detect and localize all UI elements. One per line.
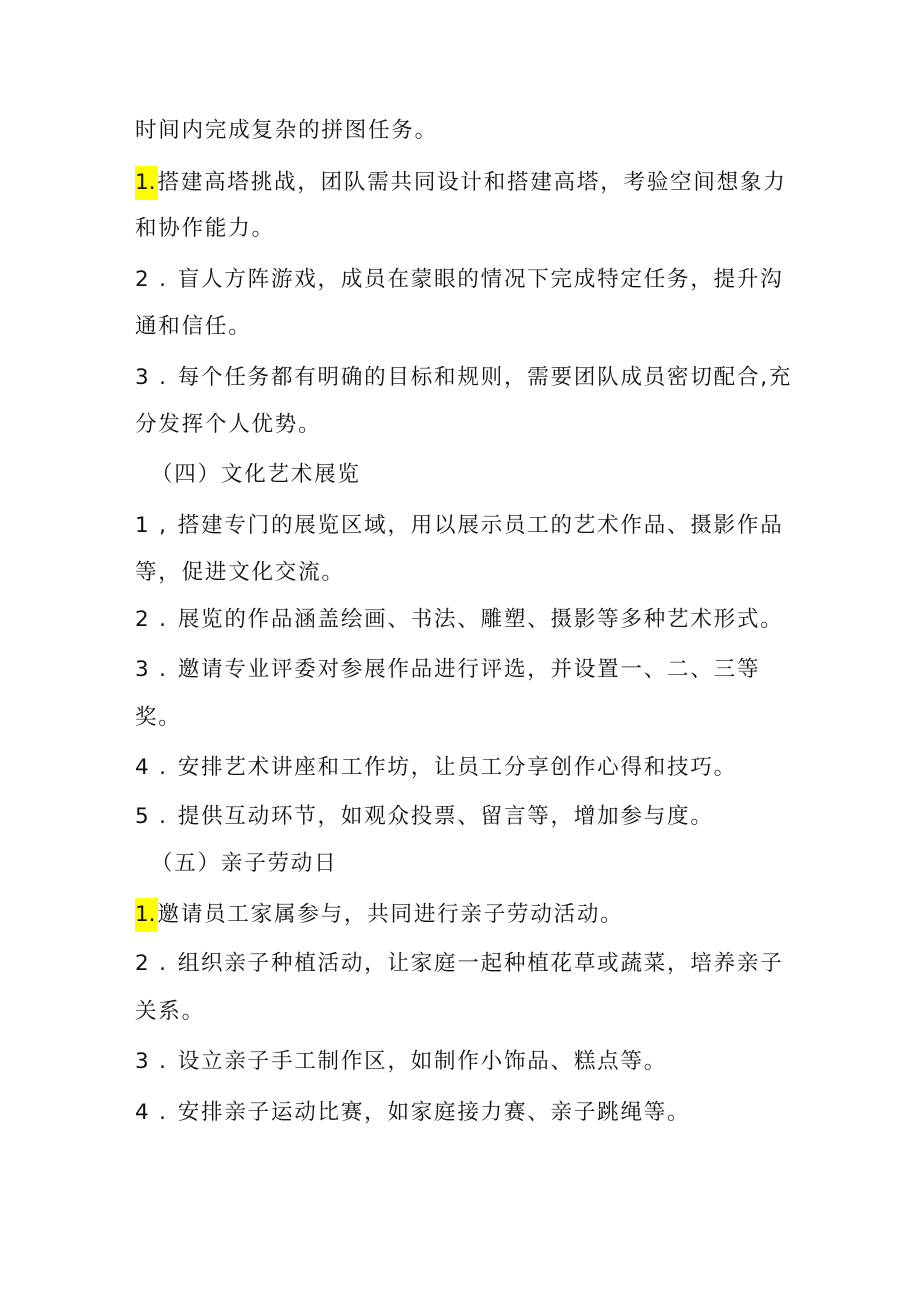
text-line — [135, 114, 438, 148]
line-text: 组织亲子种植活动，让家庭一起种植花草或蔬菜，培养亲子 — [177, 951, 784, 976]
list-item — [135, 947, 784, 981]
list-number-highlighted: 1. — [135, 898, 158, 932]
list-item — [135, 1045, 667, 1079]
line-text: 搭建高塔挑战，团队需共同设计和搭建高塔，考验空间想象力 — [157, 170, 787, 195]
line-text: 奖。 — [135, 705, 182, 730]
list-item — [135, 1096, 690, 1130]
line-text: 邀请专业评委对参展作品进行评选，并设置一、二、三等 — [177, 657, 761, 682]
list-item — [135, 898, 624, 932]
line-text: 分发挥个人优势。 — [135, 412, 322, 437]
text-line — [135, 310, 252, 344]
list-number: 3 . — [135, 1049, 168, 1074]
list-item — [135, 603, 784, 637]
line-text: 安排艺术讲座和工作坊，让员工分享创作心得和技巧。 — [177, 755, 737, 780]
text-line — [135, 995, 205, 1029]
list-item — [135, 751, 737, 785]
list-item — [135, 361, 792, 395]
list-number: 5 . — [135, 804, 168, 829]
line-text: 展览的作品涵盖绘画、书法、雕塑、摄影等多种艺术形式。 — [177, 607, 784, 632]
text-line — [135, 408, 321, 442]
list-item — [135, 653, 760, 687]
line-text: 和协作能力。 — [135, 216, 275, 241]
list-number: 4 . — [135, 755, 168, 780]
section-heading — [151, 847, 337, 881]
list-number: 2 . — [135, 607, 168, 632]
line-text: 安排亲子运动比赛，如家庭接力赛、亲子跳绳等。 — [177, 1100, 691, 1125]
line-text: 邀请员工家属参与，共同进行亲子劳动活动。 — [157, 902, 624, 927]
line-text: 等，促进文化交流。 — [135, 560, 345, 585]
list-number: 3 . — [135, 365, 168, 390]
text-line — [135, 212, 275, 246]
line-text: 关系。 — [135, 999, 205, 1024]
text-line — [135, 556, 345, 590]
list-number: 3 . — [135, 657, 168, 682]
list-number: 2 . — [135, 951, 168, 976]
heading-text: （五）亲子劳动日 — [151, 851, 338, 876]
line-text: 搭建专门的展览区域，用以展示员工的艺术作品、摄影作品 — [177, 513, 784, 538]
list-item — [135, 166, 787, 200]
list-item — [135, 263, 784, 297]
line-text: 提供互动环节，如观众投票、留言等，增加参与度。 — [177, 804, 714, 829]
text-line — [135, 701, 182, 735]
line-text: 每个任务都有明确的目标和规则，需要团队成员密切配合,充 — [177, 365, 793, 390]
list-item — [135, 509, 784, 543]
line-text: 时间内完成复杂的拼图任务。 — [135, 118, 438, 143]
list-number-highlighted: 1. — [135, 166, 158, 200]
list-number: 2 . — [135, 267, 168, 292]
line-text: 盲人方阵游戏，成员在蒙眼的情况下完成特定任务，提升沟 — [177, 267, 784, 292]
section-heading — [151, 458, 361, 492]
line-text: 设立亲子手工制作区，如制作小饰品、糕点等。 — [177, 1049, 668, 1074]
list-item — [135, 800, 714, 834]
list-number: 1 , — [135, 513, 168, 538]
heading-text: （四）文化艺术展览 — [151, 462, 361, 487]
line-text: 通和信任。 — [135, 314, 252, 339]
list-number: 4 . — [135, 1100, 168, 1125]
